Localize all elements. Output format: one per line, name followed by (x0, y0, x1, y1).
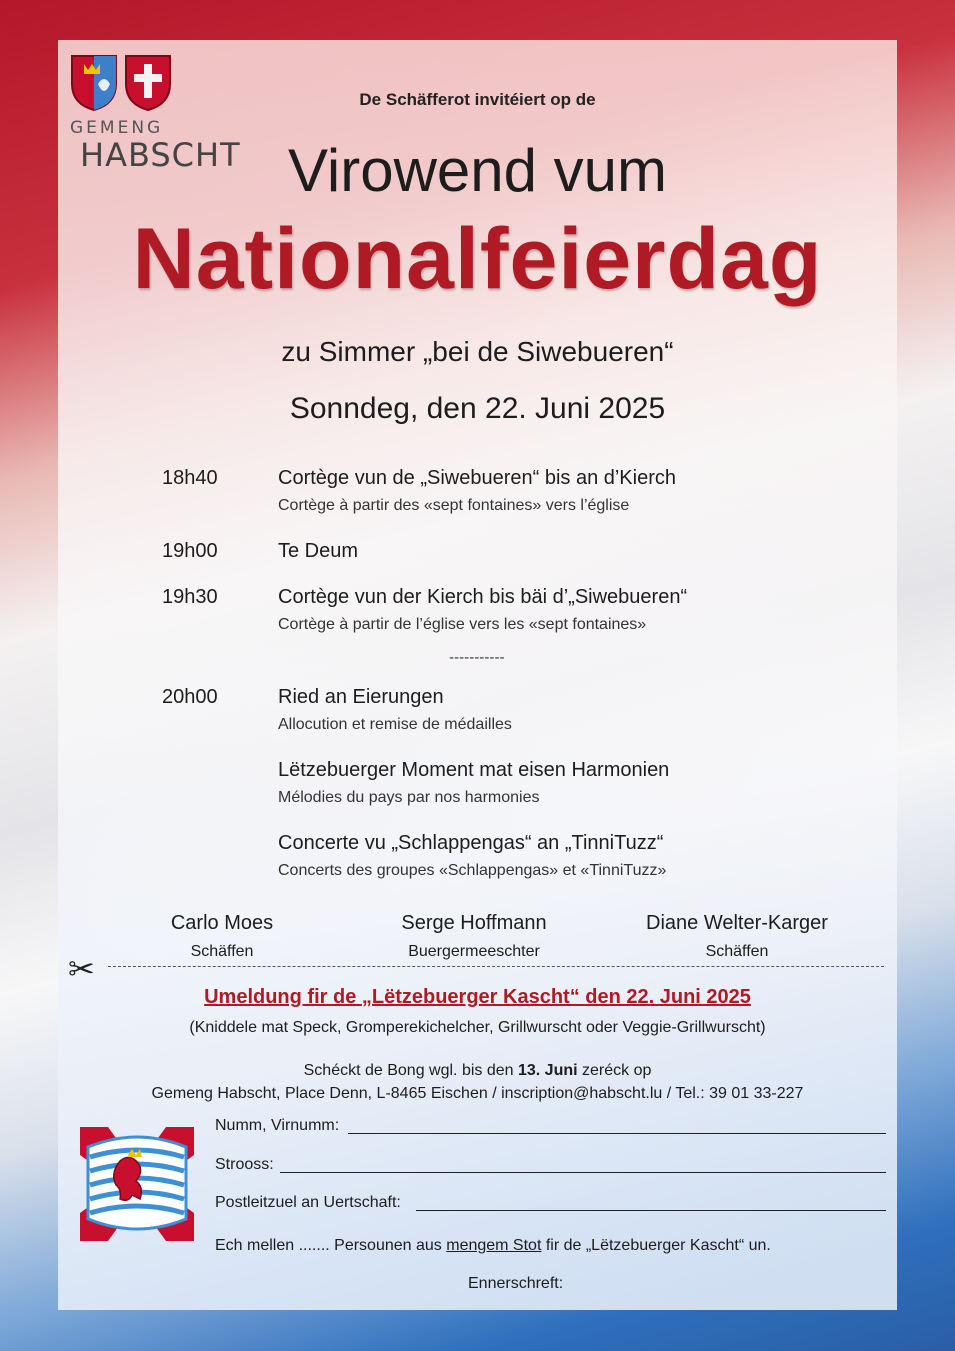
signature-role: Schäffen (705, 943, 769, 960)
program-subtitle: Cortège à partir des «sept fontaines» vers l’église (278, 497, 630, 514)
send-suffix: zeréck op (577, 1062, 652, 1079)
signature-name: Diane Welter-Karger (646, 912, 828, 934)
postal-field-label: Postleitzuel an Uertschaft: (215, 1194, 401, 1211)
cut-line (108, 966, 884, 967)
count-suffix: fir de „Lëtzebuerger Kascht“ un. (541, 1237, 771, 1254)
program-subtitle: Concerts des groupes «Schlappengas» et «TinniTuzz» (278, 862, 667, 879)
street-field-label: Strooss: (215, 1156, 274, 1173)
program-title: Te Deum (278, 540, 359, 562)
logo-label-top: GEMENG (70, 118, 164, 138)
signature-role: Schäffen (190, 943, 254, 960)
title-line-2: Nationalfeierdag (132, 211, 823, 307)
program-title: Lëtzebuerger Moment mat eisen Harmonien (278, 759, 670, 781)
program-title: Cortège vun der Kierch bis bäi d’„Siwebueren“ (278, 586, 688, 608)
program-time: 18h40 (162, 467, 218, 489)
program-time: 19h30 (162, 586, 218, 608)
name-field[interactable] (348, 1133, 886, 1134)
street-field[interactable] (280, 1172, 886, 1173)
registration-heading: Umeldung fir de „Lëtzebuerger Kascht“ den 22. Juni 2025 (204, 986, 751, 1008)
postal-field[interactable] (416, 1210, 886, 1211)
program-separator: ----------- (449, 650, 505, 666)
luxembourg-flag-icon (80, 1127, 194, 1241)
count-prefix: Ech mellen ....... Persounen aus (215, 1237, 447, 1254)
signature-name: Carlo Moes (170, 912, 274, 934)
registration-address: Gemeng Habscht, Place Denn, L-8465 Eischen / inscription@habscht.lu / Tel.: 39 01 33-227 (151, 1085, 804, 1102)
program-subtitle: Cortège à partir de l’église vers les «sept fontaines» (278, 616, 647, 633)
program-time: 20h00 (162, 686, 218, 708)
event-date: Sonndeg, den 22. Juni 2025 (289, 392, 666, 425)
program-title: Cortège vun de „Siwebueren“ bis an d’Kierch (278, 467, 676, 489)
program-subtitle: Allocution et remise de médailles (278, 716, 512, 733)
program-title: Ried an Eierungen (278, 686, 444, 708)
registration-menu: (Kniddele mat Speck, Gromperekichelcher, Grillwurscht oder Veggie-Grillwurscht) (189, 1019, 766, 1036)
title-line-1: Virowend vum (287, 137, 668, 204)
send-prefix: Schéckt de Bong wgl. bis den (303, 1062, 518, 1079)
invite-line: De Schäfferot invitéiert op de (359, 90, 596, 109)
registration-send-line (0, 1062, 955, 1080)
program-subtitle: Mélodies du pays par nos harmonies (278, 789, 540, 806)
signature-role: Buergermeeschter (408, 943, 540, 960)
persons-count-line[interactable] (215, 1237, 771, 1255)
event-location: zu Simmer „bei de Siwebueren“ (281, 336, 674, 367)
scissors-icon: ✂ (68, 950, 95, 988)
name-field-label: Numm, Virnumm: (215, 1117, 340, 1134)
signature-field-label[interactable]: Ennerschreft: (468, 1275, 564, 1292)
count-underlined: mengem Stot (446, 1237, 542, 1254)
logo-label-bottom: HABSCHT (80, 136, 241, 174)
send-date: 13. Juni (517, 1062, 578, 1079)
program-title: Concerte vu „Schlappengas“ an „TinniTuzz“ (278, 832, 664, 854)
program-time: 19h00 (162, 540, 218, 562)
signature-name: Serge Hoffmann (401, 912, 547, 934)
